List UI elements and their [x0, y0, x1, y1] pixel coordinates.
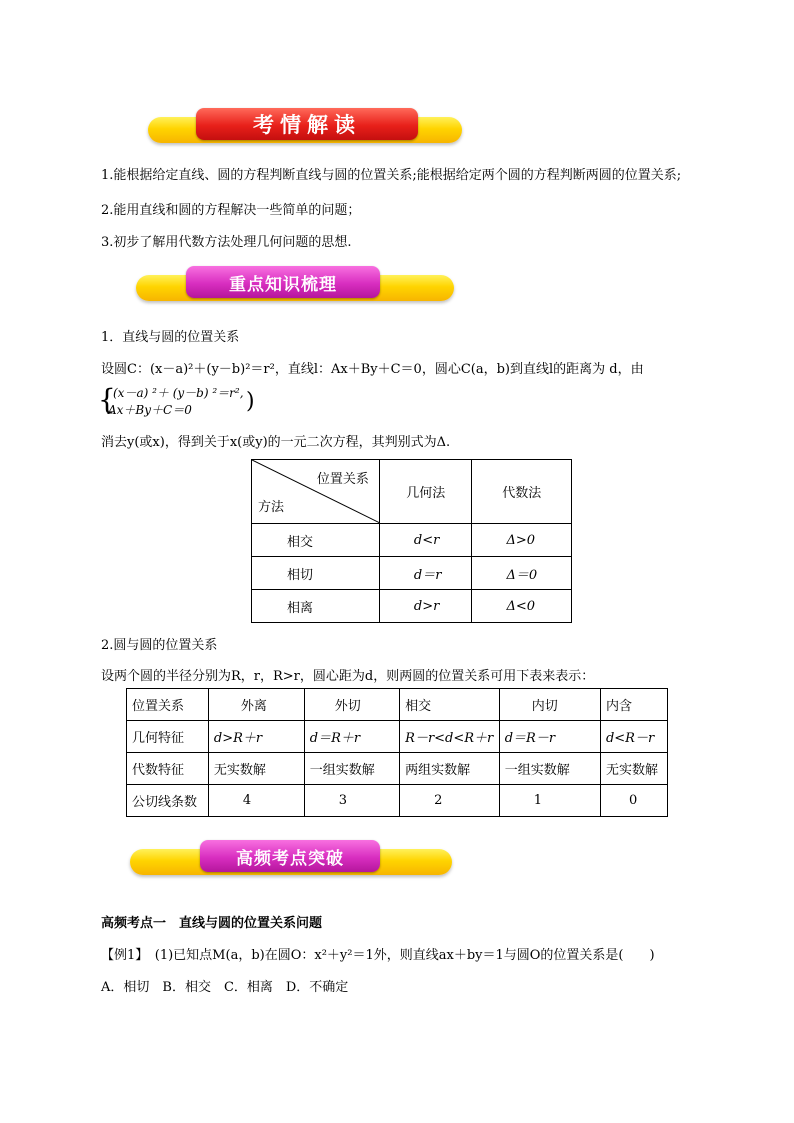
table2-cell: 外切 [304, 689, 399, 721]
table2-cell: d＝R＋r [304, 721, 399, 753]
table1-corner-top: 位置关系 [316, 472, 369, 487]
table-row [252, 557, 572, 590]
table2-cell: d>R＋r [208, 721, 304, 753]
banner-gaopin [130, 840, 452, 878]
table1-row-alg: Δ>0 [472, 524, 572, 557]
section1-heading: 1．直线与圆的位置关系 [101, 330, 240, 345]
table2-cell: R－r<d<R＋r [400, 721, 500, 753]
table2-cell: 一组实数解 [304, 753, 399, 785]
system-right-brace: ) [246, 389, 255, 414]
system-line-1: (x－a) ²＋ (y－b) ²＝r², [113, 386, 244, 400]
section2-heading: 2.圆与圆的位置关系 [101, 638, 218, 653]
table1-row-name: 相切 [252, 557, 380, 590]
table2-cell: 无实数解 [208, 753, 304, 785]
table1-row-name: 相交 [252, 524, 380, 557]
table2-cell: 代数特征 [127, 753, 209, 785]
table-circle-circle [126, 688, 668, 817]
banner-kaoqing [148, 108, 462, 146]
table2-cell: 3 [304, 785, 399, 817]
table2-cell: 无实数解 [600, 753, 667, 785]
table2-cell: 位置关系 [127, 689, 209, 721]
table-row [127, 753, 668, 785]
intro-line-3: 3.初步了解用代数方法处理几何问题的思想. [101, 235, 352, 250]
table2-cell: 内含 [600, 689, 667, 721]
table1-corner-cell [252, 460, 380, 524]
table2-cell: 4 [208, 785, 304, 817]
table2-cell: 相交 [400, 689, 500, 721]
table1-row-alg: Δ＝0 [472, 557, 572, 590]
table1-row-geo: d>r [379, 590, 472, 623]
banner-title: 高频考点突破 [200, 840, 380, 872]
table1-row-geo: d＝r [379, 557, 472, 590]
intro-line-2: 2.能用直线和圆的方程解决一些简单的问题； [101, 203, 361, 218]
table2-cell: 外离 [208, 689, 304, 721]
table2-cell: d<R－r [600, 721, 667, 753]
table-line-circle [251, 459, 572, 623]
table2-cell: 内切 [499, 689, 600, 721]
section1-setup: 设圆C：(x－a)²＋(y－b)²＝r²，直线l：Ax＋By＋C＝0，圆心C(a，b)到直线l的距离为 d，由 [101, 362, 644, 377]
section1-eliminate: 消去y(或x)，得到关于x(或y)的一元二次方程，其判别式为Δ. [101, 435, 451, 450]
table1-row-name: 相离 [252, 590, 380, 623]
topic1-title: 高频考点一 直线与圆的位置关系问题 [101, 916, 323, 931]
table1-row-geo: d<r [379, 524, 472, 557]
table2-cell: 公切线条数 [127, 785, 209, 817]
intro-line-1: 1.能根据给定直线、圆的方程判断直线与圆的位置关系;能根据给定两个圆的方程判断两圆的位置关系; [101, 168, 682, 183]
table1-corner-bottom: 方法 [258, 500, 285, 515]
section2-setup: 设两个圆的半径分别为R，r，R>r，圆心距为d，则两圆的位置关系可用下表来表示： [101, 669, 595, 684]
system-left-brace: { [98, 383, 116, 416]
table2-cell: 0 [600, 785, 667, 817]
table-row [127, 721, 668, 753]
topic1-options: A．相切 B．相交 C．相离 D．不确定 [101, 980, 349, 995]
table1-header-geo: 几何法 [379, 460, 472, 524]
table2-cell: 几何特征 [127, 721, 209, 753]
banner-zhongdian [136, 266, 454, 304]
banner-title: 考情解读 [196, 108, 418, 140]
table2-cell: 2 [400, 785, 500, 817]
table2-cell: d＝R－r [499, 721, 600, 753]
table-row [252, 590, 572, 623]
table2-cell: 两组实数解 [400, 753, 500, 785]
table1-row-alg: Δ<0 [472, 590, 572, 623]
table-row [252, 524, 572, 557]
system-line-2: Ax＋By＋C＝0 [108, 403, 192, 417]
topic1-example: 【例1】 (1)已知点M(a，b)在圆O：x²＋y²＝1外，则直线ax＋by＝1与圆O的位置关系是( ) [101, 948, 655, 963]
table-row [127, 689, 668, 721]
table2-cell: 1 [499, 785, 600, 817]
table-row [127, 785, 668, 817]
banner-title: 重点知识梳理 [186, 266, 380, 298]
table1-header-alg: 代数法 [472, 460, 572, 524]
table2-cell: 一组实数解 [499, 753, 600, 785]
